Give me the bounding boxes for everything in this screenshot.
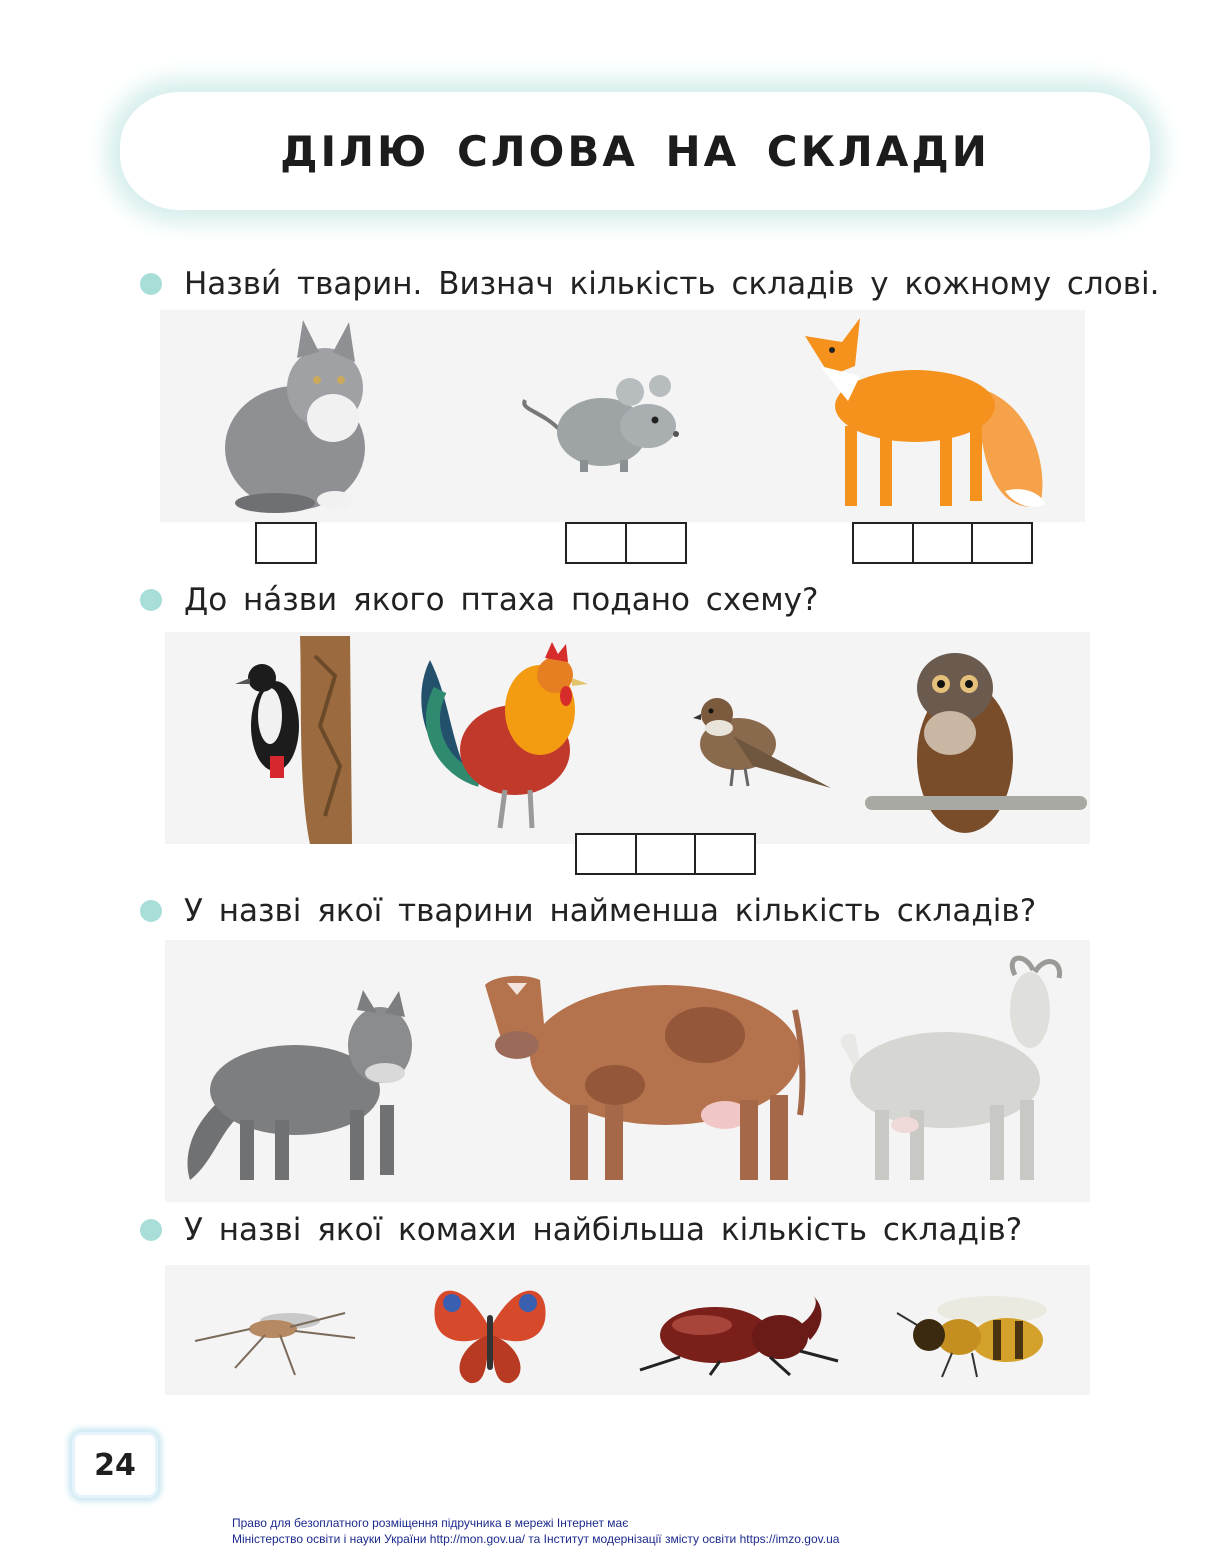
wolf-image — [185, 995, 420, 1185]
cat-image — [215, 318, 375, 513]
title-bubble — [120, 92, 1150, 210]
footer-notice — [232, 1515, 1132, 1547]
rooster-image — [420, 640, 590, 838]
scheme-cat — [255, 522, 317, 564]
syllable-cell — [971, 522, 1033, 564]
bullet-icon — [140, 900, 162, 922]
task-2-text: До на́зви якого птаха подано схему? — [184, 582, 819, 618]
goat-image — [835, 960, 1065, 1185]
syllable-cell — [852, 522, 914, 564]
task-4-picture-panel — [165, 1265, 1090, 1395]
task-3-picture-panel — [165, 940, 1090, 1202]
syllable-cell — [575, 833, 637, 875]
task-1-text: Назви́ тварин. Визнач кількість складів у кожному слові. — [184, 266, 1160, 302]
footer-line-2: Міністерство освіти і науки України http://mon.gov.ua/ та Інститут модернізації змісту освіти https://imzo.gov.ua — [232, 1532, 840, 1546]
task-1 — [140, 266, 1159, 302]
task-3 — [140, 893, 1036, 929]
beetle-image — [640, 1295, 840, 1375]
owl-image — [865, 648, 1087, 838]
sparrow-image — [693, 696, 833, 788]
syllable-cell — [635, 833, 697, 875]
mosquito-image — [195, 1293, 360, 1378]
scheme-bird — [575, 833, 756, 875]
syllable-cell — [625, 522, 687, 564]
scheme-fox — [852, 522, 1033, 564]
mouse-image — [520, 370, 685, 475]
page-number: 24 — [72, 1432, 158, 1498]
syllable-cell — [565, 522, 627, 564]
cow-image — [465, 965, 810, 1185]
task-1-picture-panel — [160, 310, 1085, 522]
task-2 — [140, 582, 818, 618]
footer-line-1: Право для безоплатного розміщення підручника в мережі Інтернет має — [232, 1516, 629, 1530]
task-2-picture-panel — [165, 632, 1090, 844]
butterfly-image — [430, 1275, 550, 1385]
scheme-mouse — [565, 522, 687, 564]
fox-image — [800, 316, 1050, 518]
syllable-cell — [912, 522, 974, 564]
syllable-cell — [694, 833, 756, 875]
bullet-icon — [140, 1219, 162, 1241]
task-3-text: У назві якої тварини найменша кількість складів? — [184, 893, 1037, 929]
task-4-text: У назві якої комахи найбільша кількість складів? — [184, 1212, 1023, 1248]
woodpecker-image — [240, 636, 360, 844]
page-title: ДІЛЮ СЛОВА НА СКЛАДИ — [280, 126, 990, 176]
bee-image — [897, 1285, 1052, 1380]
syllable-cell — [255, 522, 317, 564]
task-4 — [140, 1212, 1022, 1248]
bullet-icon — [140, 273, 162, 295]
bullet-icon — [140, 589, 162, 611]
